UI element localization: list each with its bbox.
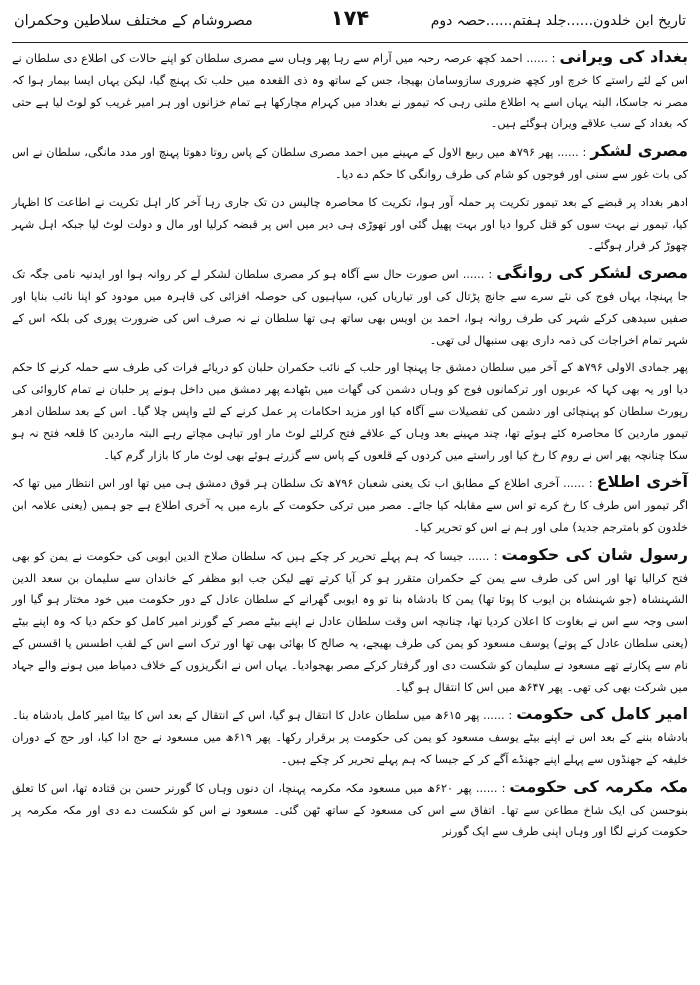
paragraph-text: آخری اطلاع کے مطابق اب تک یعنی شعبان ۷۹۶ھ تک سلطان ہر قوق دمشق ہی میں تھا اور اس انتظار میں تھا کہ اگر تیمور اس طرف کا رخ کرے تو اس سے مقابلہ کیا جائے۔ مصر میں ترکی حکومت کے بارے میں یہ آخری اطلاع ہے جو ہمیں (یعنی علامہ ابن خلدون کو بامترجم جدید) ملی اور ہم نے اس کو تحریر کیا۔ (12, 477, 688, 534)
paragraph (12, 357, 688, 466)
paragraph: بغداد کی ویرانی: ...... احمد کچھ عرصہ رحبہ میں آرام سے رہا پھر وہاں سے مصری سلطان کو اپنے حالات کی اطلاع دی سلطان نے اس کے لئے راستے کا خرچ اور کچھ ضروری سازوسامان بھیجا، جس کے ساتھ وہ ذی القعدہ میں حلب تک پہنچ گیا، لیکن یہاں ایسا بیمار ہوا کہ مصر نہ جاسکا، البتہ یہاں اسے یہ اطلاع ملتی رہی کہ تیمور نے بغداد میں کہرام مچارکھا ہے تمام خزانوں اور ہر امیر غریب کو لوٹ لیا ہے حتی کہ بغداد کے سب علاقے ویران ہوگئے ہیں۔ (12, 47, 688, 131)
paragraph-text: احمد کچھ عرصہ رحبہ میں آرام سے رہا پھر وہاں سے مصری سلطان کو اپنے حالات کی اطلاع دی سلطان نے اس کے لئے راستے کا خرچ اور کچھ ضروری سازوسامان بھیجا، جس کے ساتھ وہ ذی القعدہ میں حلب تک پہنچ گیا، لیکن یہاں ایسا بیمار ہوا کہ مصر نہ جاسکا، البتہ یہاں اسے یہ اطلاع ملتی رہی کہ تیمور نے بغداد میں کہرام مچارکھا ہے تمام خزانوں اور ہر امیر غریب کو لوٹ لیا ہے حتی کہ بغداد کے سب علاقے ویران ہوگئے ہیں۔ (12, 52, 688, 131)
paragraph (12, 192, 688, 257)
section-heading: بغداد کی ویرانی (559, 47, 688, 66)
paragraph-text: پھر جمادی الاولی ۷۹۶ھ کے آخر میں سلطان دمشق جا پہنچا اور حلب کے نائب حکمران حلبان کو دریائے فرات کی طرف سے حملہ کرنے کا حکم دیا اور یہ بھی کہا کہ عربوں اور ترکمانوں فوج کو وہاں دشمن کی گھات میں بٹھادے پھر دمشق میں داخل ہونے پر حلبان نے تمام کاروائی کی رپورٹ سلطان کو پہنچائی اور دشمن کی تفصیلات سے آگاہ کیا اور مزید احکامات پر عمل کرنے کے لئے واپس چلا گیا۔ اس کے بعد سلطان ادھر تیمور ماردین کا محاصرہ کئے ہوئے تھا، چند مہینے بعد وہاں کے علاقے فتح کرلئے لوٹ مار اور تباہی مچاتے رہے البتہ ماردین کا قلعہ فتح نہ ہو سکا چنانچہ پھر اس نے روم کا رخ کیا اور راستے میں کردوں کے قلعوں کے پاس سے گزرتے ہوئے بھی لوٹ مار کا بازار گرم کیا۔ (12, 361, 688, 462)
page-number: ۱۷۴ (330, 6, 370, 30)
header-rule (12, 42, 688, 43)
section-heading: مکہ مکرمہ کی حکومت (509, 776, 688, 796)
paragraph: مصری لشکر کی روانگی: ...... اس صورت حال سے آگاہ ہو کر مصری سلطان لشکر لے کر روانہ ہوا اور ایدنیہ نامی جگہ تک جا پہنچا، یہاں فوج کی نئے سرے سے جانچ پڑتال کی اور تیاریاں کیں، سپاہیوں کی حوصلہ افزائی کی قاہرہ میں مودود کو اپنا نائب بنایا اور صفیں سیدھی کرکے شہر کی طرف روانہ ہوا، احمد بن اویس بھی ساتھ ہی تھا سلطان نے نہ صرف اس کی ضرورت پوری کی بلکہ اس کے شہر تمام اخراجات کی ذمہ داری بھی سنبھال لی تھی۔ (12, 263, 688, 347)
section-heading: مصری لشکر (590, 141, 688, 161)
paragraph: مکہ مکرمہ کی حکومت: ...... پھر ۶۲۰ھ میں مسعود مکہ مکرمہ پہنچا، ان دنوں وہاں کا گورنر حسن بن قتادہ تھا، اس کا تعلق بنوحسن کی ایک شاخ مطاعن سے تھا۔ اتفاق سے اس کی مسعود کے ساتھ ٹھن گئی۔ مسعود نے اس کو شکست دے دی اور مکہ مکرمہ پر حکومت کرنے لگا اور وہاں اپنی طرف سے ایک گورنر (12, 776, 688, 839)
section-heading: آخری اطلاع (596, 472, 688, 492)
section-heading: امیر کامل کی حکومت (516, 704, 688, 724)
paragraph: رسول شان کی حکومت: ...... جیسا کہ ہم پہلے تحریر کر چکے ہیں کہ سلطان صلاح الدین ایوبی کی حکومت نے یمن کو بھی فتح کرالیا تھا اور اس کی طرف سے یمن کے حکمران متقرر ہو کر آیا کرتے تھے لیکن جب ابو مظفر کے خاندان سے سلیمان بن سعد الدین الشہنشاہ (جو شہنشاہ بن ایوب کا پوتا تھا) یمن کا بادشاہ بنا تو وہ ایوبی گھرانے کے سلطان عادل کے دور حکومت میں خود مختار ہو گیا اور اسی وجہ سے اس نے بغاوت کا اعلان کردیا تھا، چنانچہ اس وقت سلطان عادل نے اپنے بیٹے مصر کے گورنر امیر کامل کو حکم دیا کہ وہ اپنے بیٹے (یعنی سلطان عادل کے پوتے) یوسف مسعود کو یمن کی طرف بھیجے، یہ صالح کا بھائی بھی تھا اور ترک اسے اس کے لقب اطسس یا اقسس کے نام سے پکارتے تھے مسعود نے سلیمان کو شکست دی اور گرفتار کرکے مصر بھجوادیا۔ یہاں اس نے انگریزوں کے خلاف دمیاط میں ہونے والے جہاد میں شرکت بھی کی تھی۔ پھر ۶۴۷ھ میں اس کا انتقال ہو گیا۔ (12, 544, 688, 694)
paragraph-text: پھر ۷۹۶ھ میں ربیع الاول کے مہینے میں احمد مصری سلطان کے پاس روتا دھوتا پہنچ اور مدد مانگی، سلطان نے اس کی بات غور سے سنی اور فوجوں کو شام کی طرف روانگی کا حکم دے دیا۔ (12, 146, 688, 181)
paragraph-text: پھر ۶۱۵ھ میں سلطان عادل کا انتقال ہو گیا، اس کے انتقال کے بعد اس کا بیٹا امیر کامل بادشاہ بنا۔ بادشاہ بننے کے بعد اس نے اپنے بیٹے یوسف مسعود کو یمن کی حکومت پر برقرار رکھا۔ پھر ۶۱۹ھ میں مسعود نے حج ادا کیا، اور حج کے دوران خلیفہ کے جھنڈوں سے پہلے اپنے جھنڈے آگے کر کے جیسا کہ ہم پہلے تحریر کر چکے ہیں۔ (12, 709, 688, 766)
paragraph-text: جیسا کہ ہم پہلے تحریر کر چکے ہیں کہ سلطان صلاح الدین ایوبی کی حکومت نے یمن کو بھی فتح کرالیا تھا اور اس کی طرف سے یمن کے حکمران متقرر ہو کر آیا کرتے تھے لیکن جب ابو مظفر کے خاندان سے سلیمان بن سعد الدین الشہنشاہ (جو شہنشاہ بن ایوب کا پوتا تھا) یمن کا بادشاہ بنا تو وہ ایوبی گھرانے کے سلطان عادل کے دور حکومت میں خود مختار ہو گیا اور اسی وجہ سے اس نے بغاوت کا اعلان کردیا تھا، چنانچہ اس وقت سلطان عادل نے اپنے بیٹے مصر کے گورنر امیر کامل کو حکم دیا کہ وہ اپنے بیٹے (یعنی سلطان عادل کے پوتے) یوسف مسعود کو یمن کی طرف بھیجے، یہ صالح کا بھائی بھی تھا اور ترک اسے اس کے لقب اطسس یا اقسس کے نام سے پکارتے تھے مسعود نے سلیمان کو شکست دی اور گرفتار کرکے مصر بھجوادیا۔ یہاں اس نے انگریزوں کے خلاف دمیاط میں ہونے والے جہاد میں شرکت بھی کی تھی۔ پھر ۶۴۷ھ میں اس کا انتقال ہو گیا۔ (12, 549, 688, 694)
section-heading: مصری لشکر کی روانگی (496, 263, 688, 283)
book-title: تاریخ ابن خلدون......جلد ہفتم......حصہ دوم (430, 13, 686, 29)
section-heading: رسول شان کی حکومت (501, 544, 688, 564)
paragraph-text: ادھر بغداد پر قبضے کے بعد تیمور تکریت پر حملہ آور ہوا، تکریت کا محاصرہ چالیس دن تک جاری رہا آخر کار اہل تکریت نے اطاعت کا اظہار کیا، تیمور نے بہت سوں کو قتل کروا دیا اور بہت پھیل گئی اور تھوڑی ہی دیر میں اس پر قبضہ کرلیا اور مال و دولت لوٹ لیا جبکہ اہل شہر چھوڑ کر فرار ہوگئے۔ (12, 195, 688, 253)
page-header (14, 2, 686, 40)
page-body (12, 47, 688, 979)
paragraph-text: اس صورت حال سے آگاہ ہو کر مصری سلطان لشکر لے کر روانہ ہوا اور ایدنیہ نامی جگہ تک جا پہنچا، یہاں فوج کی نئے سرے سے جانچ پڑتال کی اور تیاریاں کیں، سپاہیوں کی حوصلہ افزائی کی قاہرہ میں مودود کو اپنا نائب بنایا اور صفیں سیدھی کرکے شہر کی طرف روانہ ہوا، احمد بن اویس بھی ساتھ ہی تھا سلطان نے نہ صرف اس کی ضرورت پوری کی بلکہ اس کے شہر تمام اخراجات کی ذمہ داری بھی سنبھال لی تھی۔ (12, 268, 688, 347)
paragraph: مصری لشکر: ...... پھر ۷۹۶ھ میں ربیع الاول کے مہینے میں احمد مصری سلطان کے پاس روتا دھوتا پہنچ اور مدد مانگی، سلطان نے اس کی بات غور سے سنی اور فوجوں کو شام کی طرف روانگی کا حکم دے دیا۔ (12, 141, 688, 181)
paragraph: امیر کامل کی حکومت: ...... پھر ۶۱۵ھ میں سلطان عادل کا انتقال ہو گیا، اس کے انتقال کے بعد اس کا بیٹا امیر کامل بادشاہ بنا۔ بادشاہ بننے کے بعد اس نے اپنے بیٹے یوسف مسعود کو یمن کی حکومت پر برقرار رکھا۔ پھر ۶۱۹ھ میں مسعود نے حج ادا کیا، اور حج کے دوران خلیفہ کے جھنڈوں سے پہلے اپنے جھنڈے آگے کر کے جیسا کہ ہم پہلے تحریر کر چکے ہیں۔ (12, 704, 688, 766)
paragraph-text: پھر ۶۲۰ھ میں مسعود مکہ مکرمہ پہنچا، ان دنوں وہاں کا گورنر حسن بن قتادہ تھا، اس کا تعلق بنوحسن کی ایک شاخ مطاعن سے تھا۔ اتفاق سے اس کی مسعود کے ساتھ ٹھن گئی۔ مسعود نے اس کو شکست دے دی اور مکہ مکرمہ پر حکومت کرنے لگا اور وہاں اپنی طرف سے ایک گورنر (12, 781, 688, 839)
chapter-title: مصروشام کے مختلف سلاطین وحکمران (14, 13, 253, 29)
paragraph: آخری اطلاع: ...... آخری اطلاع کے مطابق اب تک یعنی شعبان ۷۹۶ھ تک سلطان ہر قوق دمشق ہی میں تھا اور اس انتظار میں تھا کہ اگر تیمور اس طرف کا رخ کرے تو اس سے مقابلہ کیا جائے۔ مصر میں ترکی حکومت کے بارے میں یہ آخری اطلاع ہے جو ہمیں (یعنی علامہ ابن خلدون کو بامترجم جدید) ملی اور ہم نے اس کو تحریر کیا۔ (12, 472, 688, 534)
